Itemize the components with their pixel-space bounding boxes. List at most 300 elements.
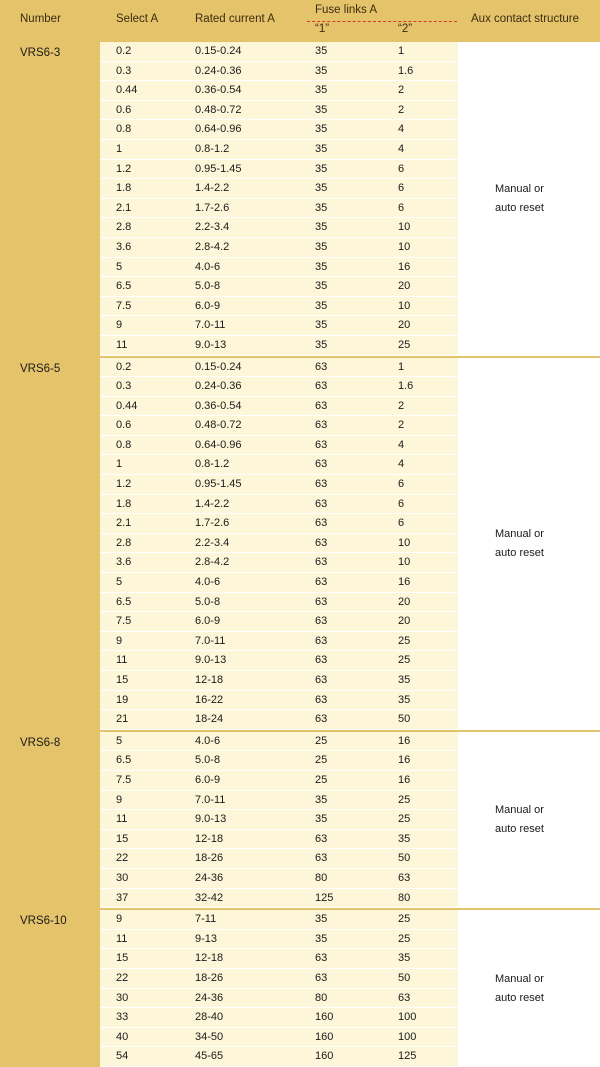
cell-fuse-2: 16 bbox=[398, 576, 411, 589]
aux-contact-text bbox=[495, 525, 557, 563]
table-row bbox=[100, 258, 458, 278]
cell-rated-current: 4.0-6 bbox=[195, 576, 221, 589]
cell-rated-current: 0.64-0.96 bbox=[195, 438, 242, 451]
cell-fuse-1: 35 bbox=[315, 319, 328, 332]
cell-fuse-2: 16 bbox=[398, 773, 411, 786]
cell-rated-current: 18-26 bbox=[195, 971, 224, 984]
cell-fuse-2: 10 bbox=[398, 556, 411, 569]
cell-fuse-2: 50 bbox=[398, 852, 411, 865]
cell-select: 54 bbox=[116, 1050, 129, 1063]
aux-line-1: Manual or bbox=[495, 803, 544, 816]
cell-fuse-2: 4 bbox=[398, 142, 405, 155]
aux-contact-cell bbox=[458, 42, 600, 356]
cell-fuse-1: 35 bbox=[315, 260, 328, 273]
cell-rated-current: 5.0-8 bbox=[195, 754, 221, 767]
model-band bbox=[0, 910, 100, 1067]
aux-line-1: Manual or bbox=[495, 527, 544, 540]
cell-fuse-2: 25 bbox=[398, 813, 411, 826]
cell-fuse-2: 20 bbox=[398, 615, 411, 628]
cell-select: 11 bbox=[116, 338, 128, 351]
cell-rated-current: 24-36 bbox=[195, 871, 224, 884]
cell-fuse-1: 63 bbox=[315, 380, 328, 393]
header-fuse-2: “2” bbox=[398, 23, 413, 35]
table-row bbox=[100, 791, 458, 811]
cell-fuse-1: 35 bbox=[315, 45, 328, 57]
cell-select: 0.2 bbox=[116, 360, 132, 373]
cell-rated-current: 9-13 bbox=[195, 932, 218, 945]
cell-select: 5 bbox=[116, 576, 123, 589]
table-row bbox=[100, 377, 458, 397]
cell-select: 19 bbox=[116, 693, 129, 706]
aux-line-1: Manual or bbox=[495, 182, 544, 195]
cell-fuse-2: 10 bbox=[398, 299, 411, 312]
cell-fuse-1: 63 bbox=[315, 536, 328, 549]
cell-rated-current: 6.0-9 bbox=[195, 615, 221, 628]
cell-fuse-2: 35 bbox=[398, 693, 411, 706]
table-row bbox=[100, 671, 458, 691]
cell-fuse-2: 4 bbox=[398, 438, 405, 451]
table-row bbox=[100, 238, 458, 258]
table-row bbox=[100, 989, 458, 1009]
cell-fuse-2: 6 bbox=[398, 497, 405, 510]
cell-fuse-1: 63 bbox=[315, 654, 328, 667]
cell-fuse-2: 35 bbox=[398, 674, 411, 686]
table-row bbox=[100, 593, 458, 613]
cell-fuse-1: 35 bbox=[315, 123, 328, 136]
table-row bbox=[100, 495, 458, 515]
model-rows bbox=[100, 42, 458, 356]
table-row bbox=[100, 910, 458, 930]
cell-fuse-1: 35 bbox=[315, 932, 328, 945]
cell-fuse-2: 20 bbox=[398, 280, 411, 293]
fuse-links-divider bbox=[307, 21, 457, 22]
table-row bbox=[100, 732, 458, 752]
cell-select: 0.2 bbox=[116, 45, 132, 57]
cell-rated-current: 34-50 bbox=[195, 1030, 224, 1043]
cell-select: 40 bbox=[116, 1030, 129, 1043]
cell-fuse-2: 63 bbox=[398, 871, 411, 884]
cell-fuse-1: 63 bbox=[315, 517, 328, 530]
cell-fuse-2: 10 bbox=[398, 240, 411, 253]
model-band bbox=[0, 732, 100, 908]
cell-rated-current: 1.4-2.2 bbox=[195, 497, 230, 510]
cell-select: 22 bbox=[116, 852, 129, 865]
cell-select: 22 bbox=[116, 971, 129, 984]
cell-select: 5 bbox=[116, 260, 123, 273]
cell-fuse-2: 4 bbox=[398, 458, 405, 471]
cell-rated-current: 5.0-8 bbox=[195, 595, 221, 608]
cell-select: 33 bbox=[116, 1011, 129, 1024]
cell-rated-current: 0.36-0.54 bbox=[195, 84, 242, 97]
cell-fuse-2: 10 bbox=[398, 221, 411, 234]
cell-select: 0.3 bbox=[116, 64, 132, 77]
cell-rated-current: 0.64-0.96 bbox=[195, 123, 242, 136]
model-number: VRS6-8 bbox=[20, 736, 61, 749]
cell-fuse-2: 6 bbox=[398, 517, 405, 530]
cell-fuse-2: 1.6 bbox=[398, 64, 414, 77]
cell-fuse-1: 25 bbox=[315, 754, 328, 767]
table-row bbox=[100, 849, 458, 869]
cell-fuse-1: 25 bbox=[315, 734, 328, 747]
cell-fuse-2: 125 bbox=[398, 1050, 417, 1063]
table-row bbox=[100, 691, 458, 711]
cell-fuse-1: 160 bbox=[315, 1030, 334, 1043]
cell-rated-current: 2.8-4.2 bbox=[195, 240, 230, 253]
cell-fuse-1: 35 bbox=[315, 240, 328, 253]
cell-select: 11 bbox=[116, 654, 128, 667]
cell-select: 11 bbox=[116, 813, 128, 826]
cell-select: 0.6 bbox=[116, 103, 132, 116]
cell-rated-current: 7.0-11 bbox=[195, 793, 226, 806]
cell-fuse-2: 25 bbox=[398, 338, 411, 351]
table-row bbox=[100, 475, 458, 495]
cell-fuse-2: 2 bbox=[398, 419, 405, 432]
table-row bbox=[100, 358, 458, 378]
table-row bbox=[100, 140, 458, 160]
cell-fuse-1: 63 bbox=[315, 478, 328, 491]
table-row bbox=[100, 62, 458, 82]
cell-fuse-1: 63 bbox=[315, 497, 328, 510]
cell-select: 0.8 bbox=[116, 123, 132, 136]
table-header bbox=[0, 0, 600, 40]
cell-rated-current: 16-22 bbox=[195, 693, 224, 706]
table-row bbox=[100, 830, 458, 850]
table-row bbox=[100, 199, 458, 219]
header-fuse-1: “1” bbox=[315, 23, 330, 35]
cell-fuse-1: 25 bbox=[315, 773, 328, 786]
cell-select: 3.6 bbox=[116, 240, 132, 253]
table-row bbox=[100, 651, 458, 671]
cell-fuse-1: 35 bbox=[315, 338, 328, 351]
table-row bbox=[100, 336, 458, 356]
table-row bbox=[100, 771, 458, 791]
cell-fuse-2: 35 bbox=[398, 832, 411, 845]
cell-rated-current: 7.0-11 bbox=[195, 634, 226, 647]
cell-fuse-2: 50 bbox=[398, 971, 411, 984]
cell-select: 0.44 bbox=[116, 399, 138, 412]
cell-fuse-1: 35 bbox=[315, 280, 328, 293]
cell-fuse-2: 6 bbox=[398, 201, 405, 214]
cell-rated-current: 2.2-3.4 bbox=[195, 536, 230, 549]
table-row bbox=[100, 1008, 458, 1028]
table-row bbox=[100, 632, 458, 652]
cell-select: 1.8 bbox=[116, 497, 132, 510]
cell-fuse-2: 1 bbox=[398, 360, 405, 373]
model-group bbox=[0, 730, 600, 908]
table-row bbox=[100, 949, 458, 969]
cell-select: 9 bbox=[116, 634, 123, 647]
header-rated-current: Rated current A bbox=[195, 13, 275, 25]
model-rows bbox=[100, 732, 458, 908]
cell-select: 30 bbox=[116, 871, 129, 884]
cell-rated-current: 12-18 bbox=[195, 832, 224, 845]
table-row bbox=[100, 277, 458, 297]
cell-select: 2.1 bbox=[116, 517, 132, 530]
cell-fuse-1: 63 bbox=[315, 971, 328, 984]
model-rows bbox=[100, 358, 458, 730]
left-edge-band bbox=[0, 1037, 14, 1067]
table-row bbox=[100, 710, 458, 730]
cell-select: 11 bbox=[116, 932, 128, 945]
table-row bbox=[100, 889, 458, 909]
cell-rated-current: 6.0-9 bbox=[195, 299, 221, 312]
table-row bbox=[100, 218, 458, 238]
cell-rated-current: 0.15-0.24 bbox=[195, 45, 242, 57]
model-band bbox=[0, 42, 100, 356]
table-row bbox=[100, 751, 458, 771]
table-row bbox=[100, 120, 458, 140]
model-band bbox=[0, 358, 100, 730]
cell-rated-current: 9.0-13 bbox=[195, 654, 227, 667]
header-fuse-links: Fuse links A bbox=[315, 4, 377, 16]
header-number: Number bbox=[20, 13, 61, 25]
cell-fuse-2: 25 bbox=[398, 793, 411, 806]
cell-fuse-2: 100 bbox=[398, 1011, 417, 1024]
cell-select: 6.5 bbox=[116, 595, 132, 608]
table-row bbox=[100, 101, 458, 121]
table-row bbox=[100, 810, 458, 830]
cell-select: 9 bbox=[116, 793, 123, 806]
table-row bbox=[100, 416, 458, 436]
cell-fuse-1: 63 bbox=[315, 399, 328, 412]
cell-select: 1 bbox=[116, 142, 123, 155]
cell-fuse-1: 35 bbox=[315, 201, 328, 214]
cell-rated-current: 1.7-2.6 bbox=[195, 201, 230, 214]
cell-fuse-1: 125 bbox=[315, 891, 334, 904]
cell-fuse-1: 35 bbox=[315, 103, 328, 116]
aux-contact-cell bbox=[458, 732, 600, 908]
cell-rated-current: 32-42 bbox=[195, 891, 224, 904]
cell-fuse-2: 2 bbox=[398, 399, 405, 412]
cell-select: 37 bbox=[116, 891, 129, 904]
cell-fuse-1: 35 bbox=[315, 84, 328, 97]
cell-fuse-2: 63 bbox=[398, 991, 411, 1004]
cell-rated-current: 0.95-1.45 bbox=[195, 162, 242, 175]
table-row bbox=[100, 42, 458, 62]
cell-select: 15 bbox=[116, 832, 129, 845]
cell-select: 21 bbox=[116, 713, 129, 726]
aux-contact-text bbox=[495, 801, 557, 839]
cell-fuse-2: 1 bbox=[398, 45, 405, 57]
cell-fuse-2: 25 bbox=[398, 654, 411, 667]
aux-line-2: auto reset bbox=[495, 822, 544, 835]
table-row bbox=[100, 969, 458, 989]
cell-rated-current: 0.8-1.2 bbox=[195, 142, 230, 155]
cell-fuse-2: 20 bbox=[398, 595, 411, 608]
cell-select: 30 bbox=[116, 991, 129, 1004]
cell-select: 5 bbox=[116, 734, 123, 747]
cell-fuse-1: 35 bbox=[315, 64, 328, 77]
cell-rated-current: 7.0-11 bbox=[195, 319, 226, 332]
cell-select: 2.8 bbox=[116, 221, 132, 234]
table-row bbox=[100, 436, 458, 456]
cell-select: 6.5 bbox=[116, 754, 132, 767]
table-row bbox=[100, 455, 458, 475]
cell-fuse-1: 35 bbox=[315, 813, 328, 826]
cell-fuse-1: 63 bbox=[315, 360, 328, 373]
cell-rated-current: 0.24-0.36 bbox=[195, 380, 242, 393]
cell-rated-current: 1.7-2.6 bbox=[195, 517, 230, 530]
cell-fuse-1: 63 bbox=[315, 674, 328, 686]
cell-select: 7.5 bbox=[116, 773, 132, 786]
cell-rated-current: 2.2-3.4 bbox=[195, 221, 230, 234]
cell-rated-current: 0.36-0.54 bbox=[195, 399, 242, 412]
table-row bbox=[100, 573, 458, 593]
cell-fuse-2: 6 bbox=[398, 162, 405, 175]
cell-fuse-2: 4 bbox=[398, 123, 405, 136]
model-group bbox=[0, 40, 600, 356]
cell-fuse-1: 80 bbox=[315, 991, 328, 1004]
cell-fuse-2: 16 bbox=[398, 754, 411, 767]
cell-fuse-2: 50 bbox=[398, 713, 411, 726]
cell-fuse-2: 20 bbox=[398, 319, 411, 332]
cell-fuse-1: 63 bbox=[315, 458, 328, 471]
cell-fuse-1: 63 bbox=[315, 595, 328, 608]
header-aux-contact: Aux contact structure bbox=[471, 13, 580, 25]
cell-rated-current: 24-36 bbox=[195, 991, 224, 1004]
cell-fuse-2: 16 bbox=[398, 260, 411, 273]
cell-rated-current: 6.0-9 bbox=[195, 773, 221, 786]
cell-fuse-1: 160 bbox=[315, 1011, 334, 1024]
cell-select: 9 bbox=[116, 913, 123, 926]
cell-rated-current: 0.48-0.72 bbox=[195, 103, 242, 116]
cell-fuse-1: 63 bbox=[315, 576, 328, 589]
aux-contact-text bbox=[495, 970, 557, 1008]
cell-rated-current: 2.8-4.2 bbox=[195, 556, 230, 569]
cell-rated-current: 0.48-0.72 bbox=[195, 419, 242, 432]
cell-rated-current: 4.0-6 bbox=[195, 734, 221, 747]
cell-rated-current: 18-26 bbox=[195, 852, 224, 865]
cell-fuse-1: 63 bbox=[315, 438, 328, 451]
aux-line-2: auto reset bbox=[495, 201, 544, 214]
cell-select: 9 bbox=[116, 319, 123, 332]
cell-select: 6.5 bbox=[116, 280, 132, 293]
cell-rated-current: 18-24 bbox=[195, 713, 224, 726]
model-group bbox=[0, 908, 600, 1067]
cell-select: 15 bbox=[116, 674, 129, 686]
table-row bbox=[100, 397, 458, 417]
cell-rated-current: 0.15-0.24 bbox=[195, 360, 242, 373]
cell-fuse-1: 63 bbox=[315, 952, 328, 965]
cell-fuse-1: 35 bbox=[315, 182, 328, 195]
cell-rated-current: 5.0-8 bbox=[195, 280, 221, 293]
cell-select: 0.44 bbox=[116, 84, 138, 97]
cell-rated-current: 4.0-6 bbox=[195, 260, 221, 273]
cell-fuse-1: 63 bbox=[315, 693, 328, 706]
table-row bbox=[100, 1028, 458, 1048]
cell-fuse-1: 35 bbox=[315, 299, 328, 312]
table-row bbox=[100, 612, 458, 632]
cell-fuse-2: 6 bbox=[398, 182, 405, 195]
model-number: VRS6-5 bbox=[20, 362, 61, 375]
table-row bbox=[100, 534, 458, 554]
cell-fuse-1: 160 bbox=[315, 1050, 334, 1063]
cell-fuse-1: 63 bbox=[315, 832, 328, 845]
header-select: Select A bbox=[116, 13, 159, 25]
cell-select: 3.6 bbox=[116, 556, 132, 569]
cell-fuse-2: 6 bbox=[398, 478, 405, 491]
table-row bbox=[100, 316, 458, 336]
cell-fuse-2: 10 bbox=[398, 536, 411, 549]
cell-fuse-2: 2 bbox=[398, 103, 405, 116]
table-row bbox=[100, 553, 458, 573]
table-body bbox=[0, 40, 600, 1067]
cell-rated-current: 1.4-2.2 bbox=[195, 182, 230, 195]
aux-contact-cell bbox=[458, 358, 600, 730]
cell-rated-current: 7-11 bbox=[195, 913, 217, 926]
aux-line-2: auto reset bbox=[495, 991, 544, 1004]
model-number: VRS6-3 bbox=[20, 47, 61, 59]
table-row bbox=[100, 869, 458, 889]
cell-fuse-2: 35 bbox=[398, 952, 411, 965]
cell-fuse-1: 63 bbox=[315, 852, 328, 865]
aux-line-2: auto reset bbox=[495, 546, 544, 559]
cell-fuse-1: 63 bbox=[315, 419, 328, 432]
cell-rated-current: 12-18 bbox=[195, 952, 224, 965]
cell-rated-current: 45-65 bbox=[195, 1050, 224, 1063]
cell-fuse-2: 80 bbox=[398, 891, 411, 904]
cell-fuse-1: 35 bbox=[315, 793, 328, 806]
table-row bbox=[100, 179, 458, 199]
cell-select: 1.2 bbox=[116, 162, 132, 175]
cell-rated-current: 12-18 bbox=[195, 674, 224, 686]
cell-select: 1 bbox=[116, 458, 123, 471]
table-row bbox=[100, 81, 458, 101]
cell-fuse-1: 63 bbox=[315, 713, 328, 726]
cell-select: 0.6 bbox=[116, 419, 132, 432]
table-row bbox=[100, 930, 458, 950]
cell-select: 15 bbox=[116, 952, 129, 965]
cell-rated-current: 9.0-13 bbox=[195, 813, 227, 826]
table-row bbox=[100, 297, 458, 317]
cell-fuse-2: 25 bbox=[398, 913, 411, 926]
cell-fuse-2: 1.6 bbox=[398, 380, 414, 393]
cell-select: 7.5 bbox=[116, 615, 132, 628]
cell-select: 0.3 bbox=[116, 380, 132, 393]
cell-select: 1.2 bbox=[116, 478, 132, 491]
table-row bbox=[100, 1047, 458, 1067]
cell-fuse-2: 2 bbox=[398, 84, 405, 97]
cell-fuse-2: 25 bbox=[398, 634, 411, 647]
cell-fuse-1: 35 bbox=[315, 162, 328, 175]
cell-fuse-1: 35 bbox=[315, 142, 328, 155]
model-number: VRS6-10 bbox=[20, 915, 67, 928]
cell-rated-current: 28-40 bbox=[195, 1011, 224, 1024]
cell-select: 0.8 bbox=[116, 438, 132, 451]
aux-line-1: Manual or bbox=[495, 972, 544, 985]
table-row bbox=[100, 160, 458, 180]
cell-fuse-1: 35 bbox=[315, 221, 328, 234]
cell-fuse-2: 100 bbox=[398, 1030, 417, 1043]
aux-contact-text bbox=[495, 180, 557, 218]
cell-rated-current: 0.24-0.36 bbox=[195, 64, 242, 77]
cell-rated-current: 0.8-1.2 bbox=[195, 458, 230, 471]
table-row bbox=[100, 514, 458, 534]
cell-select: 1.8 bbox=[116, 182, 132, 195]
cell-fuse-2: 25 bbox=[398, 932, 411, 945]
cell-fuse-1: 63 bbox=[315, 615, 328, 628]
aux-contact-cell bbox=[458, 910, 600, 1067]
cell-fuse-2: 16 bbox=[398, 734, 411, 747]
cell-fuse-1: 80 bbox=[315, 871, 328, 884]
cell-fuse-1: 35 bbox=[315, 913, 328, 926]
cell-fuse-1: 63 bbox=[315, 634, 328, 647]
cell-select: 2.8 bbox=[116, 536, 132, 549]
model-group bbox=[0, 356, 600, 730]
cell-rated-current: 0.95-1.45 bbox=[195, 478, 242, 491]
model-rows bbox=[100, 910, 458, 1067]
cell-fuse-1: 63 bbox=[315, 556, 328, 569]
